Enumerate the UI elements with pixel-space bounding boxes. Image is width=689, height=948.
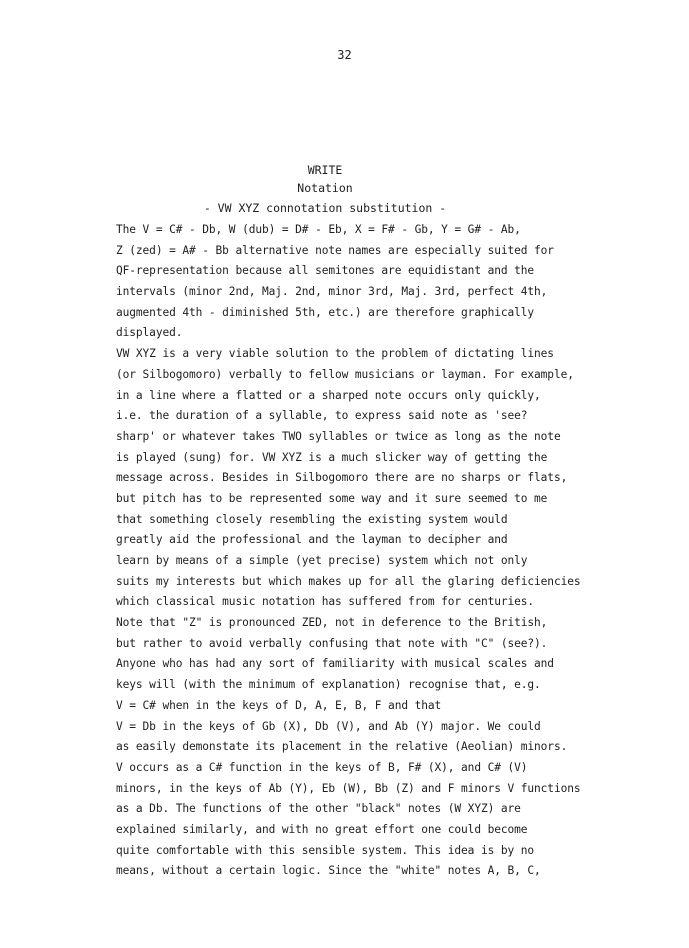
text-line: that something closely resembling the existing system would (116, 512, 508, 526)
text-line: sharp' or whatever takes TWO syllables or twice as long as the note (116, 429, 561, 443)
text-line: VW XYZ is a very viable solution to the problem of dictating lines (116, 347, 554, 361)
body-text (116, 220, 676, 882)
text-line: The V = C# - Db, W (dub) = D# - Eb, X = F# - Gb, Y = G# - Ab, (116, 223, 521, 236)
text-line: but rather to avoid verbally confusing that note with "C" (see?). (116, 636, 548, 650)
text-line: explained similarly, and with no great effort one could become (116, 822, 528, 836)
section-subsubtitle: - VW XYZ connotation substitution - (203, 201, 447, 215)
text-line: message across. Besides in Silbogomoro there are no sharps or flats, (116, 471, 568, 485)
section-title: WRITE (307, 163, 343, 177)
text-line: learn by means of a simple (yet precise) system which not only (116, 554, 528, 567)
text-line: minors, in the keys of Ab (Y), Eb (W), Bb (Z) and F minors V functions (116, 781, 581, 795)
text-line: intervals (minor 2nd, Maj. 2nd, minor 3rd, Maj. 3rd, perfect 4th, (116, 285, 548, 299)
text-line: QF-representation because all semitones are equidistant and the (116, 264, 535, 278)
text-line: displayed. (116, 326, 183, 340)
text-line: which classical music notation has suffered from for centuries. (116, 595, 535, 609)
text-line: keys will (with the minimum of explanation) recognise that, e.g. (116, 678, 541, 692)
text-line: V = Db in the keys of Gb (X), Db (V), and Ab (Y) major. We could (116, 719, 541, 733)
text-line: in a line where a flatted or a sharped note occurs only quickly, (116, 388, 541, 402)
text-line: means, without a certain logic. Since the "white" notes A, B, C, (116, 864, 541, 878)
text-line: i.e. the duration of a syllable, to express said note as 'see? (116, 409, 528, 423)
text-line: as a Db. The functions of the other "black" notes (W XYZ) are (116, 802, 521, 816)
text-line: greatly aid the professional and the layman to decipher and (116, 533, 508, 547)
text-line: V occurs as a C# function in the keys of B, F# (X), and C# (V) (116, 760, 528, 774)
section-subtitle: Notation (297, 181, 353, 195)
text-line: quite comfortable with this sensible system. This idea is by no (116, 843, 535, 857)
text-line: is played (sung) for. VW XYZ is a much slicker way of getting the (116, 450, 548, 464)
text-line: augmented 4th - diminished 5th, etc.) are therefore graphically (116, 305, 535, 319)
text-line: V = C# when in the keys of D, A, E, B, F and that (116, 698, 442, 712)
text-line: as easily demonstate its placement in the relative (Aeolian) minors. (116, 740, 568, 754)
text-line: suits my interests but which makes up for all the glaring deficiencies (116, 574, 581, 588)
text-line: (or Silbogomoro) verbally to fellow musicians or layman. For example, (116, 367, 574, 381)
page-number: 32 (337, 48, 352, 62)
text-line: but pitch has to be represented some way and it sure seemed to me (116, 491, 548, 505)
text-line: Note that "Z" is pronounced ZED, not in deference to the British, (116, 616, 548, 630)
text-line: Anyone who has had any sort of familiarity with musical scales and (116, 657, 554, 671)
text-line: Z (zed) = A# - Bb alternative note names are especially suited for (116, 243, 554, 257)
